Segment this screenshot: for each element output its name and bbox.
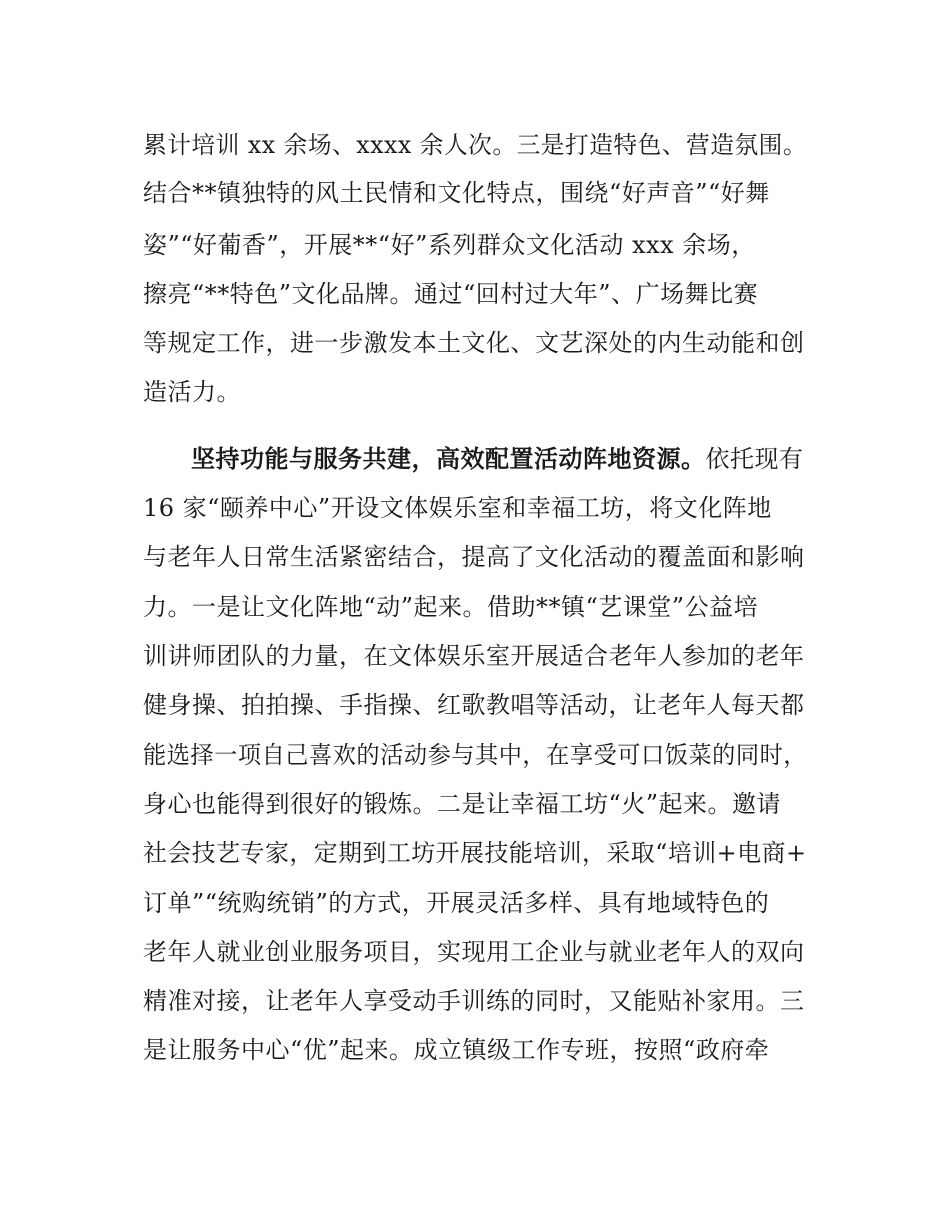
paragraph-1-line-1: 累计培训 xx 余场、xxxx 余人次。三是打造特色、营造氛围。 [143,131,808,159]
paragraph-2-line-2: 16 家“颐养中心”开设文体娱乐室和幸福工坊，将文化阵地 [143,494,772,522]
paragraph-2-line-5: 训讲师团队的力量，在文体娱乐室开展适合老年人参加的老年 [143,642,805,670]
paragraph-2-line-13: 是让服务中心“优”起来。成立镇级工作专班，按照“政府牵 [143,1036,770,1064]
paragraph-2-line-7: 能选择一项自己喜欢的活动参与其中，在享受可口饭菜的同时， [143,741,807,769]
paragraph-2-line-11: 老年人就业创业服务项目，实现用工企业与就业老年人的双向 [143,938,805,966]
paragraph-2-heading: 坚持功能与服务共建，高效配置活动阵地资源。 [191,445,706,473]
paragraph-2-line-3: 与老年人日常生活紧密结合，提高了文化活动的覆盖面和影响 [143,543,805,571]
paragraph-1-line-3: 姿”“好葡香”，开展**“好”系列群众文化活动 xxx 余场， [143,231,756,259]
paragraph-2-line-4: 力。一是让文化阵地“动”起来。借助**镇“艺课堂”公益培 [143,593,759,621]
paragraph-2-line-8: 身心也能得到很好的锻炼。二是让幸福工坊“火”起来。邀请 [143,790,782,818]
paragraph-2-line-9: 社会技艺专家，定期到工坊开展技能培训，采取“培训+电商+ [143,839,807,867]
paragraph-1-line-2: 结合**镇独特的风土民情和文化特点，围绕“好声音”“好舞 [143,179,770,207]
paragraph-2-first-line-rest: 依托现有 [705,445,804,473]
paragraph-2-line-1 [191,441,804,477]
paragraph-2-line-10: 订单”“统购统销”的方式，开展灵活多样、具有地域特色的 [143,889,770,917]
paragraph-1-line-5: 等规定工作，进一步激发本土文化、文艺深处的内生动能和创 [143,329,805,357]
paragraph-2-line-6: 健身操、拍拍操、手指操、红歌教唱等活动，让老年人每天都 [143,691,805,719]
paragraph-2-line-12: 精准对接，让老年人享受动手训练的同时，又能贴补家用。三 [143,987,805,1015]
paragraph-1-line-6: 造活力。 [143,378,241,406]
paragraph-1-line-4: 擦亮“**特色”文化品牌。通过“回村过大年”、广场舞比赛 [143,280,759,308]
